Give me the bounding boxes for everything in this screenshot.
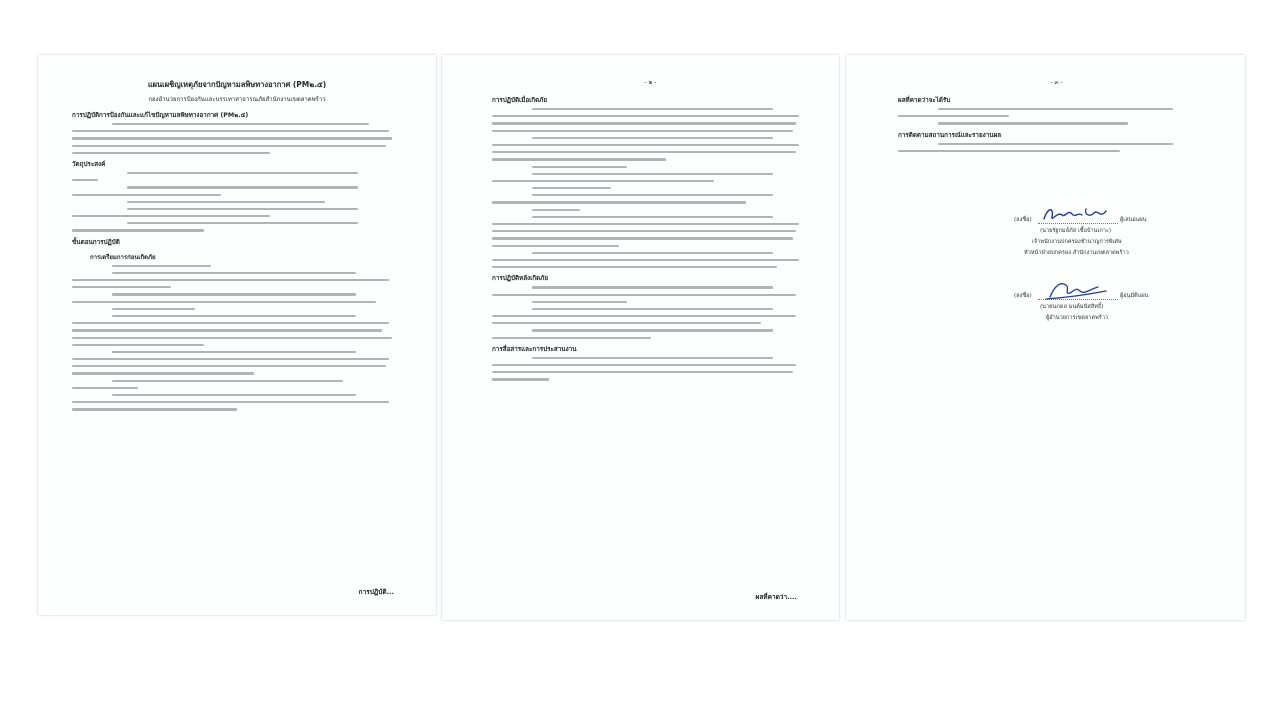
signatory-position: ผู้อำนวยการเขตลาดพร้าว [1046, 315, 1109, 321]
paragraph-during-disaster [492, 108, 809, 268]
signatory-name: (นายนภดล มนต์มนัสสิทธิ์) [1040, 304, 1104, 310]
section-heading-during-disaster: การปฏิบัติเมื่อเกิดภัย [492, 97, 548, 104]
handwritten-signature-icon [1040, 279, 1116, 301]
objectives-list [72, 172, 402, 232]
document-page-1 [38, 55, 436, 615]
paragraph-intro [72, 123, 402, 154]
section-heading-communication: การสื่อสารและการประสานงาน [492, 345, 577, 353]
page-number: - ๓ - [1050, 79, 1063, 86]
section-heading-objectives: วัตถุประสงค์ [72, 160, 106, 168]
paragraph-followup [898, 143, 1215, 152]
signature-line [1038, 283, 1118, 300]
paragraph-after-disaster [492, 286, 809, 339]
section-heading-before-disaster: การเตรียมการก่อนเกิดภัย [90, 253, 156, 261]
signature-block-proposer [1014, 207, 1147, 257]
document-subtitle: กองอำนวยการป้องกันและบรรเทาสาธารณภัยสำนักงานเขตลาดพร้าว [148, 96, 326, 103]
continuation-marker: ผลที่คาดว่า.... [755, 593, 797, 601]
signatory-department: หัวหน้าฝ่ายปกครอง สำนักงานเขตลาดพร้าว [1024, 250, 1129, 256]
section-heading-followup: การติดตามสถานการณ์และรายงานผล [898, 131, 1002, 139]
paragraph-communication [492, 357, 809, 381]
signature-role: ผู้เสนอแผน [1120, 217, 1147, 223]
signatory-name: (นายรัฐกมล์ภัส เชื้อบ้านเกาะ) [1040, 228, 1112, 234]
signatory-position: เจ้าพนักงานปกครองชำนาญการพิเศษ [1032, 239, 1122, 245]
handwritten-signature-icon [1040, 205, 1116, 225]
section-heading-steps: ขั้นตอนการปฏิบัติ [72, 238, 120, 246]
section-heading-expected-results: ผลที่คาดว่าจะได้รับ [898, 97, 951, 104]
section-heading-after-disaster: การปฏิบัติหลังเกิดภัย [492, 275, 549, 283]
signature-line [1038, 207, 1118, 224]
signature-role: ผู้อนุมัติแผน [1120, 293, 1149, 299]
page-number: - ๒ - [644, 79, 657, 86]
section-heading-operations: การปฏิบัติการป้องกันและแก้ไขปัญหามลพิษทางอากาศ (PM๒.๕) [72, 112, 249, 119]
signature-label: (ลงชื่อ) [1014, 293, 1032, 299]
document-title: แผนเผชิญเหตุภัยจากปัญหามลพิษทางอากาศ (PM๒.๕) [147, 80, 327, 89]
paragraph-before-disaster [72, 265, 402, 411]
continuation-marker: การปฏิบัติ... [358, 588, 394, 596]
signature-block-approver [1014, 283, 1149, 322]
document-page-3 [846, 55, 1245, 620]
paragraph-expected-results [898, 108, 1215, 125]
signature-label: (ลงชื่อ) [1014, 217, 1032, 223]
document-page-2 [442, 55, 839, 620]
